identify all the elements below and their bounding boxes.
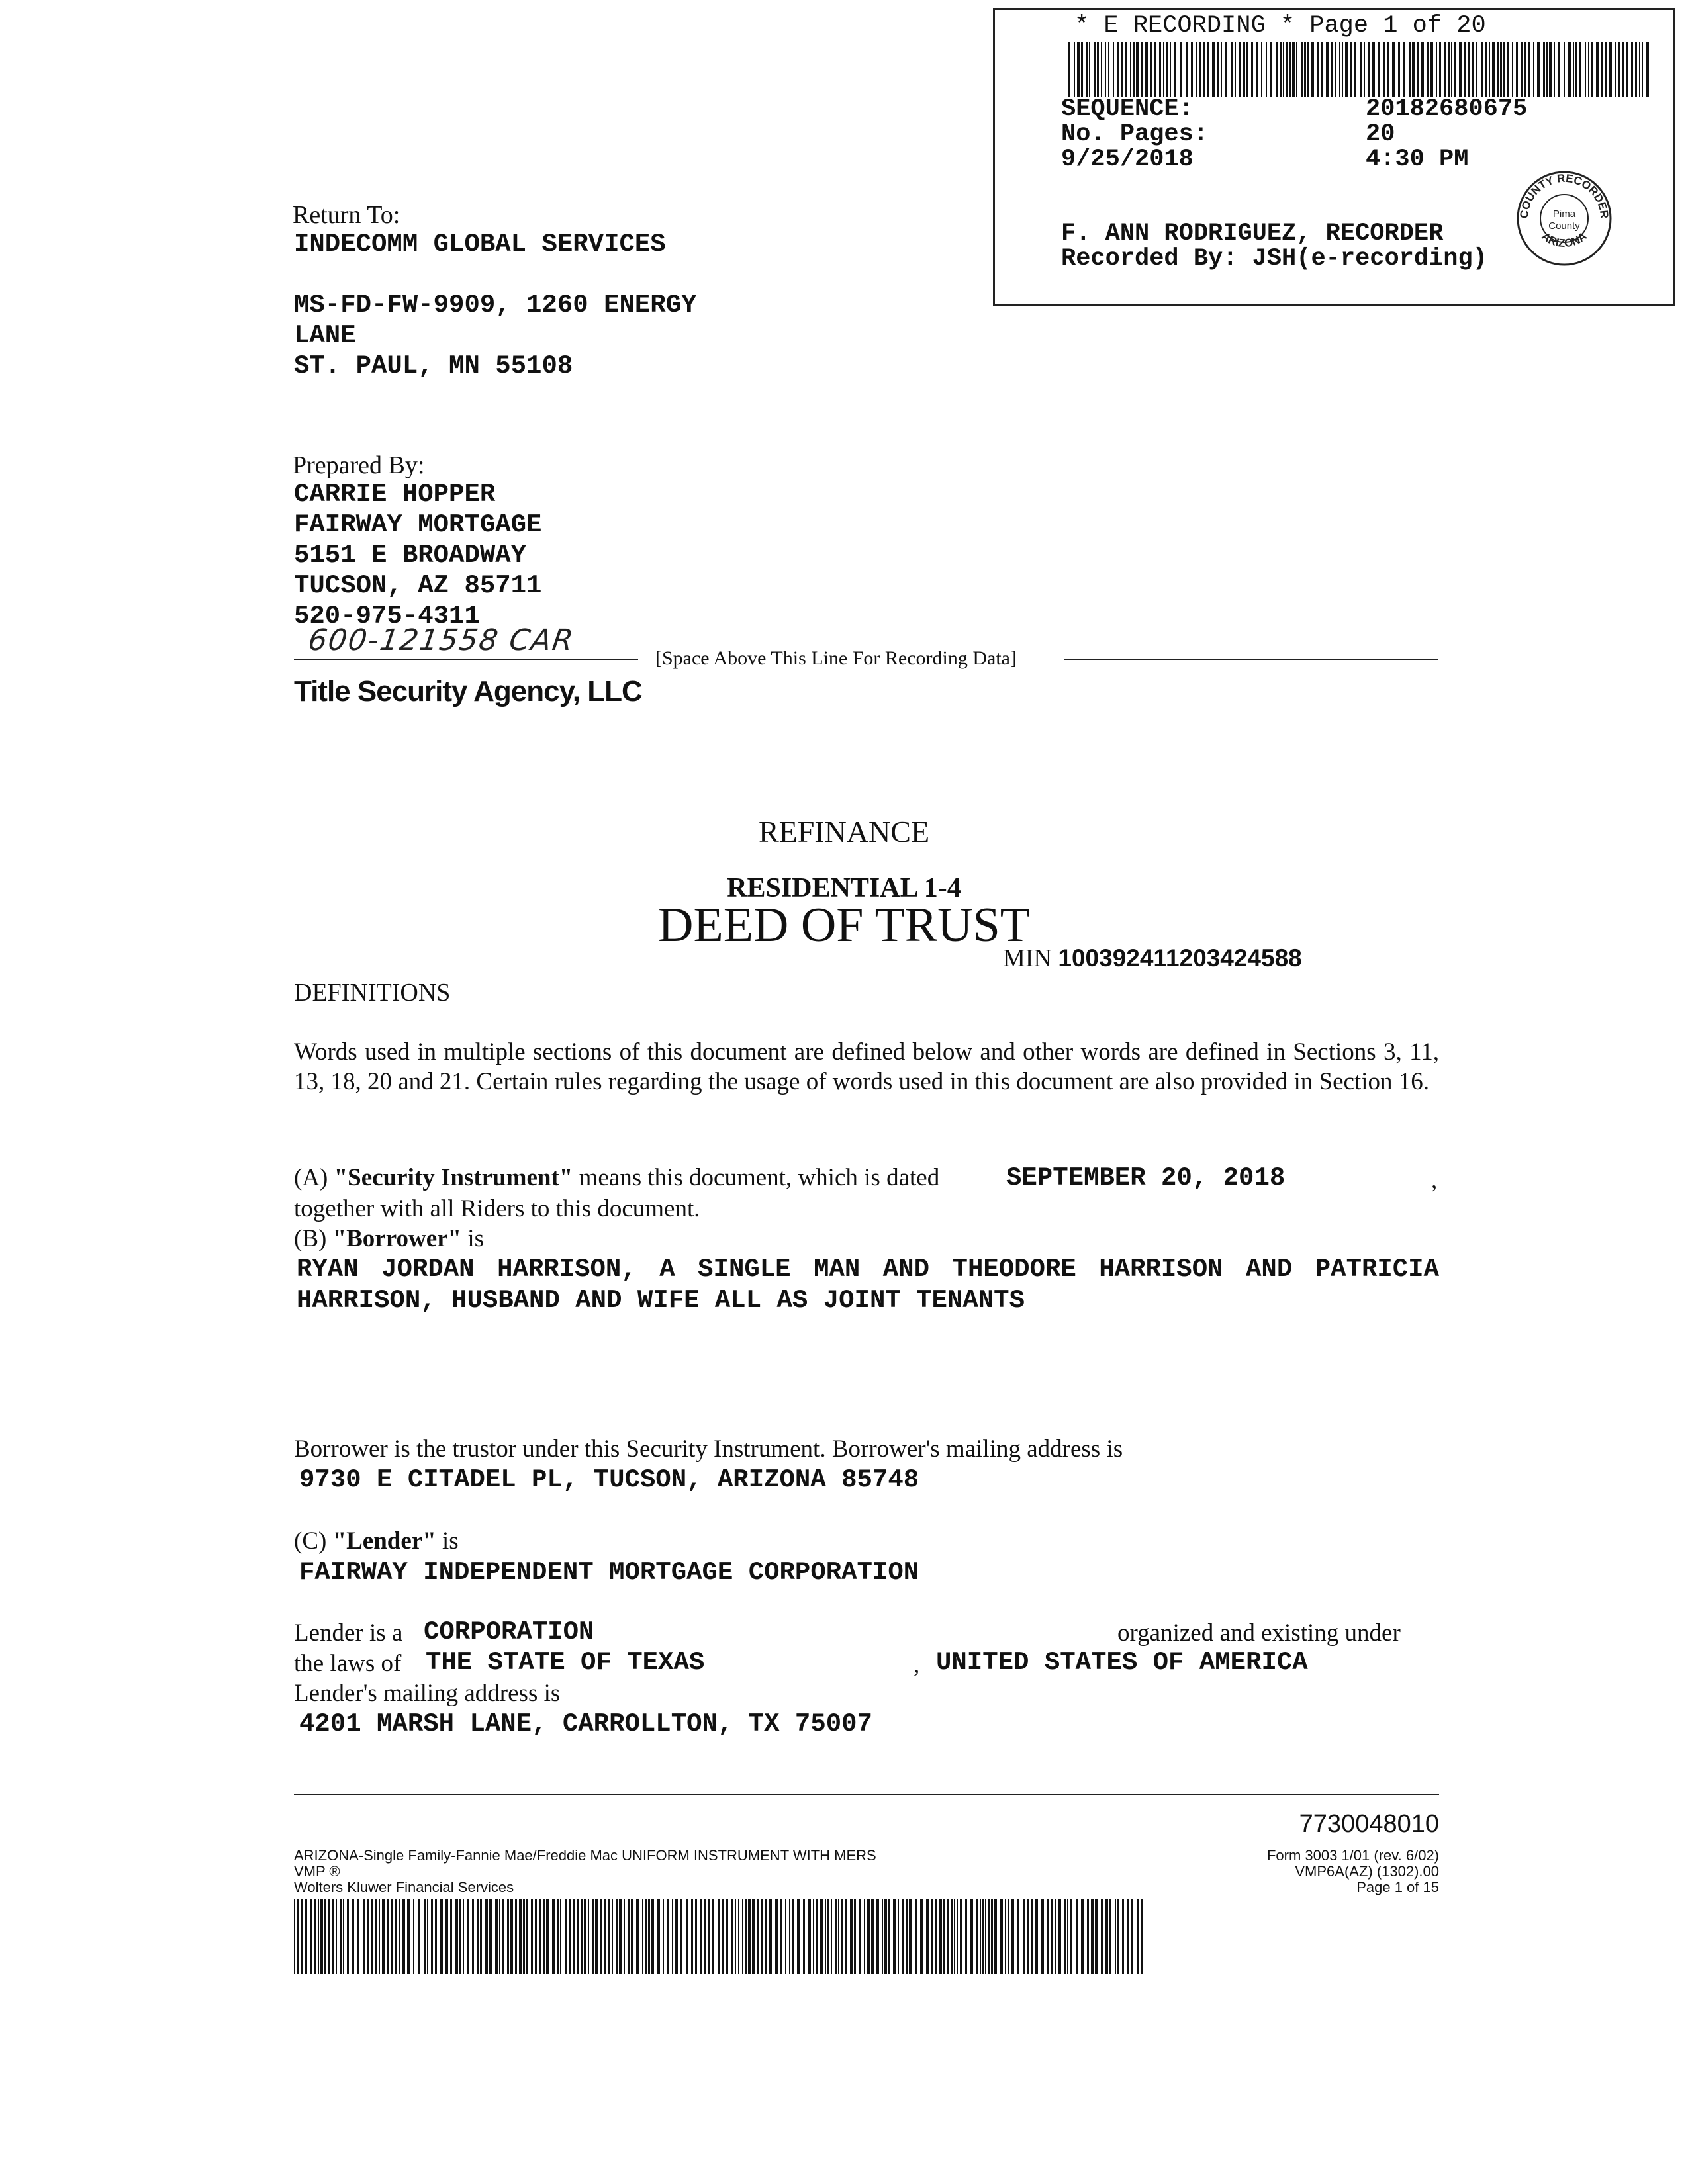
footer-right (1174, 1848, 1439, 1895)
borrower-trustor-text: Borrower is the trustor under this Security Instrument. Borrower's mailing address is (294, 1435, 1123, 1463)
county-seal-icon (1515, 169, 1614, 268)
prepared-by-label: Prepared By: (293, 451, 425, 479)
footer-barcode (294, 1899, 1147, 1974)
svg-text:County: County (1548, 220, 1580, 232)
loan-number: 7730048010 (1299, 1810, 1439, 1838)
return-to-name: INDECOMM GLOBAL SERVICES (294, 230, 666, 259)
pages-label: No. Pages: (1061, 120, 1209, 148)
definition-b (294, 1224, 484, 1253)
definition-c-prefix: (C) (294, 1527, 333, 1555)
recorder-name: F. ANN RODRIGUEZ, RECORDER (1061, 220, 1444, 248)
borrower-names-line1: RYAN JORDAN HARRISON, A SINGLE MAN AND THEODORE HARRISON AND PATRICIA (297, 1255, 1439, 1284)
definition-a-comma: , (1431, 1167, 1438, 1194)
footer-rule (294, 1794, 1439, 1795)
definition-c-text: is (436, 1527, 459, 1555)
preparer-phone: 520-975-4311 (294, 602, 480, 631)
pages-value: 20 (1366, 120, 1395, 148)
footer-page-number: Page 1 of 15 (1356, 1879, 1439, 1895)
borrower-names-line2: HARRISON, HUSBAND AND WIFE ALL AS JOINT TENANTS (297, 1286, 1025, 1315)
recording-rule-right (1064, 659, 1438, 660)
preparer-company: FAIRWAY MORTGAGE (294, 510, 542, 539)
definition-a (294, 1163, 939, 1192)
sequence-value: 20182680675 (1366, 95, 1528, 123)
country-comma: , (914, 1651, 920, 1678)
recording-time: 4:30 PM (1366, 146, 1469, 173)
organized-text: organized and existing under (1117, 1619, 1401, 1647)
lender-is-a-label: Lender is a (294, 1619, 403, 1647)
borrower-address: 9730 E CITADEL PL, TUCSON, ARIZONA 85748 (299, 1465, 919, 1494)
svg-text:ARIZONA: ARIZONA (1539, 230, 1589, 250)
definition-a-term: "Security Instrument" (334, 1164, 573, 1191)
return-to-label: Return To: (293, 201, 400, 229)
recording-space-note: [Space Above This Line For Recording Data] (655, 647, 1017, 669)
min-label: MIN (1003, 944, 1052, 972)
recording-date: 9/25/2018 (1061, 146, 1194, 173)
svg-text:COUNTY RECORDER: COUNTY RECORDER (1517, 171, 1611, 220)
refinance-heading: REFINANCE (758, 815, 930, 848)
footer-left (294, 1848, 876, 1895)
recorded-by: Recorded By: JSH(e-recording) (1061, 245, 1487, 273)
preparer-city: TUCSON, AZ 85711 (294, 571, 542, 600)
laws-of-label: the laws of (294, 1650, 402, 1677)
residential-heading: RESIDENTIAL 1-4 (727, 873, 961, 903)
footer-form-description: ARIZONA-Single Family-Fannie Mae/Freddie Mac UNIFORM INSTRUMENT WITH MERS (294, 1847, 876, 1864)
lender-address: 4201 MARSH LANE, CARROLLTON, TX 75007 (299, 1709, 872, 1739)
sequence-label: SEQUENCE: (1061, 95, 1194, 123)
definitions-intro: Words used in multiple sections of this document are defined below and other words are defined in Sections 3, 11, 13, 18, 20 and 21. Certain rules regarding the usage of words used in this document are also provided in Section 16. (294, 1038, 1439, 1095)
preparer-name: CARRIE HOPPER (294, 480, 496, 509)
recording-rule-left (294, 659, 638, 660)
lender-mailing-label: Lender's mailing address is (294, 1680, 561, 1707)
min-number (1003, 944, 1302, 973)
footer-vmp: VMP ® (294, 1863, 340, 1880)
definition-a-text: means this document, which is dated (573, 1164, 940, 1191)
min-value: 100392411203424588 (1058, 944, 1302, 972)
definition-b-prefix: (B) (294, 1225, 333, 1252)
security-instrument-date: SEPTEMBER 20, 2018 (1006, 1163, 1286, 1193)
definitions-heading: DEFINITIONS (294, 979, 451, 1007)
lender-entity-type: CORPORATION (424, 1617, 594, 1647)
definition-a-cont: together with all Riders to this document. (294, 1195, 700, 1222)
footer-form-number: Form 3003 1/01 (rev. 6/02) (1266, 1847, 1439, 1864)
lender-name: FAIRWAY INDEPENDENT MORTGAGE CORPORATION (299, 1558, 919, 1587)
handwritten-order-number: 600-121558 CAR (306, 623, 577, 657)
definition-c-term: "Lender" (332, 1527, 436, 1555)
preparer-street: 5151 E BROADWAY (294, 541, 527, 570)
definition-a-prefix: (A) (294, 1164, 334, 1191)
return-to-line3: ST. PAUL, MN 55108 (294, 351, 573, 381)
return-to-line2: LANE (294, 321, 356, 350)
lender-country: UNITED STATES OF AMERICA (936, 1648, 1308, 1677)
recording-stamp (993, 8, 1675, 306)
definition-c (294, 1527, 459, 1555)
footer-publisher: Wolters Kluwer Financial Services (294, 1879, 514, 1895)
svg-text:Pima: Pima (1552, 208, 1576, 220)
title-company: Title Security Agency, LLC (294, 675, 642, 707)
definition-b-text: is (461, 1225, 485, 1252)
definition-b-term: "Borrower" (332, 1225, 462, 1252)
stamp-header: * E RECORDING * Page 1 of 20 (1074, 12, 1486, 40)
stamp-barcode (1068, 42, 1650, 97)
footer-vmp-code: VMP6A(AZ) (1302).00 (1295, 1863, 1439, 1880)
return-to-line1: MS-FD-FW-9909, 1260 ENERGY (294, 291, 697, 320)
lender-state: THE STATE OF TEXAS (426, 1648, 705, 1677)
page-title: DEED OF TRUST (658, 898, 1030, 952)
